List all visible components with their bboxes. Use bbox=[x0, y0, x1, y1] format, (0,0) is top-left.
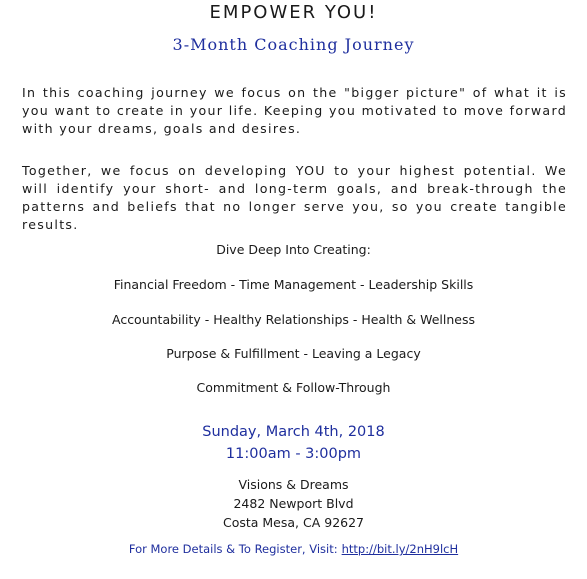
register-text: For More Details & To Register, Visit: bbox=[128, 542, 338, 556]
register-link[interactable]: http://bit.ly/2nH9lcH bbox=[341, 542, 459, 556]
intro-paragraph: In this coaching journey we focus on the "bigger picture" of what it is you want to create in your life. Keeping you motivated to move forward with your dreams, goals and desires. bbox=[22, 85, 567, 136]
page-title: EMPOWER YOU! bbox=[209, 2, 378, 23]
topic-line: Commitment & Follow-Through bbox=[196, 380, 391, 395]
topic-line: Accountability - Healthy Relationships - Health & Wellness bbox=[111, 312, 475, 327]
venue-name: Visions & Dreams bbox=[238, 477, 349, 492]
event-date: Sunday, March 4th, 2018 bbox=[202, 424, 385, 440]
topic-line: Financial Freedom - Time Management - Leadership Skills bbox=[113, 277, 474, 292]
event-time: 11:00am - 3:00pm bbox=[225, 446, 362, 462]
venue-street: 2482 Newport Blvd bbox=[233, 496, 354, 511]
page-subtitle: 3-Month Coaching Journey bbox=[172, 35, 415, 54]
goals-paragraph: Together, we focus on developing YOU to your highest potential. We will identify your short- and long-term goals, and break-through the patterns and beliefs that no longer serve you, so you create tangible results. bbox=[22, 163, 567, 232]
topics-heading: Dive Deep Into Creating: bbox=[216, 242, 371, 257]
register-line bbox=[0, 542, 587, 556]
venue-city: Costa Mesa, CA 92627 bbox=[222, 515, 365, 530]
topic-line: Purpose & Fulfillment - Leaving a Legacy bbox=[166, 346, 421, 361]
